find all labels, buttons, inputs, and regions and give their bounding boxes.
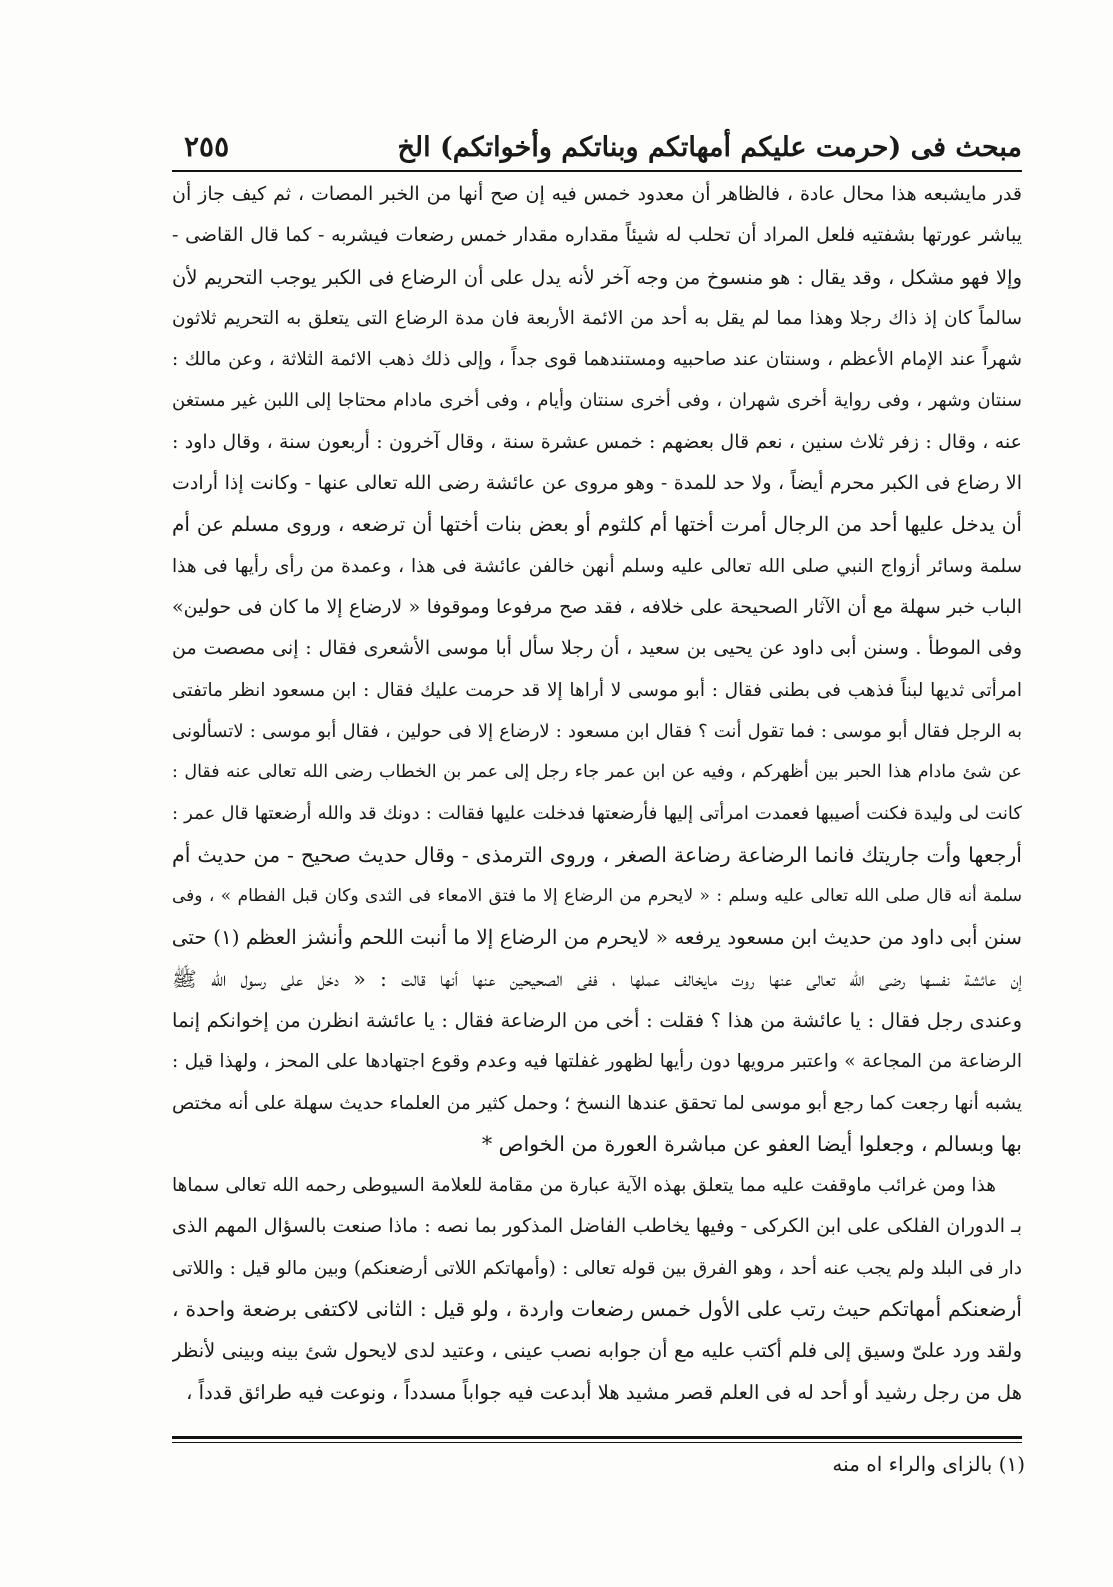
text-line: امرأتى ثديها لبناً فذهب فى بطنى فقال : أبو موسى لا أراها إلا قد حرمت عليك فقال : ابن مسعود انظر ماتفتى — [172, 679, 1022, 701]
text-line: هذا ومن غرائب ماوقفت عليه مما يتعلق بهذه الآية عبارة من مقامة للعلامة السيوطى رحمه الله تعالى سماها — [172, 1175, 996, 1197]
text-line: به الرجل فقال أبو موسى : فما تقول أنت ؟ فقال ابن مسعود : لارضاع إلا فى حولين ، فقال أبو موسى : لاتسألونى — [172, 720, 1022, 742]
text-line: بـ الدوران الفلكى على ابن الكركى - وفيها يخاطب الفاضل المذكور بما نصه : ماذا صنعت بالسؤال المهم الذى — [172, 1215, 1022, 1238]
text-line: عن شئ مادام هذا الحبر بين أظهركم ، وفيه عن ابن عمر جاء رجل إلى عمر بن الخطاب رضى الله تعالى عنه فقال : — [172, 762, 1022, 783]
text-line: إن عائشة نفسها رضى الله تعالى عنها روت مايخالف عملها ، ففى الصحيحين عنها أنها قالت : « دخل على رسول الله ﷺ — [172, 966, 1022, 991]
text-line: وعندى رجل فقال : يا عائشة من هذا ؟ فقلت : أخى من الرضاعة فقال : يا عائشة انظرن من إخوانكم إنما — [172, 1008, 1022, 1032]
text-line: هل من رجل رشيد أو أحد له فى العلم قصر مشيد هلا أبدعت فيه جواباً مسدداً ، ونوعت فيه طرائق قدداً ، — [186, 1380, 1022, 1404]
text-line: سلمة أنه قال صلى الله تعالى عليه وسلم : « لايحرم من الرضاع إلا ما فتق الامعاء فى الثدى وكان قبل الفطام » ، وفى — [172, 886, 1022, 907]
text-line: بها وبسالم ، وجعلوا أيضا العفو عن مباشرة العورة من الخواص * — [481, 1131, 1022, 1156]
text-line: وإلا فهو مشكل ، وقد يقال : هو منسوخ من وجه آخر لأنه يدل على أن الرضاع فى الكبر يوجب التحريم لأن — [172, 265, 1022, 289]
text-line: كانت لى وليدة فكنت أصيبها فعمدت امرأتى إليها فأرضعتها فدخلت عليها فقالت : دونك قد والله أرضعتها قال عمر : — [172, 803, 1022, 825]
footnote-rule-thick — [172, 1436, 1022, 1439]
text-line: دار فى البلد ولم يجب عنه أحد ، وهو الفرق بين قوله تعالى : (وأمهاتكم اللاتى أرضعنكم) وبين مالو قيل : واللاتى — [172, 1257, 1022, 1279]
text-line: أن يدخل عليها أحد من الرجال أمرت أختها أم كلثوم أو بعض بنات أختها أن ترضعه ، وروى مسلم عن أم — [172, 512, 1022, 537]
text-line: سنن أبى داود من حديث ابن مسعود يرفعه « لايحرم من الرضاع إلا ما أنبت اللحم وأنشز العظم (١) حتى — [172, 925, 1022, 950]
text-line: وفى الموطأ . وسنن أبى داود عن يحيى بن سعيد ، أن رجلا سأل أبا موسى الأشعرى فقال : إنى مصصت من — [172, 637, 1022, 660]
text-line: قدر مايشبعه هذا محال عادة ، فالظاهر أن معدود خمس فيه إن صح أنها من الخبر المصات ، ثم كيف جاز أن — [172, 183, 1022, 205]
text-line: سالماً كان إذ ذاك رجلا وهذا مما لم يقل به أحد من الائمة الأربعة فان مدة الرضاع التى يتعلق به التحريم ثلاثون — [172, 307, 1022, 329]
text-line: الرضاعة من المجاعة » واعتبر مرويها دون رأيها لظهور غفلتها فيه وعدم وقوع اجتهادها على المحز ، ولهذا قيل : — [172, 1051, 1022, 1073]
text-line: ولقد ورد علىّ وسيق إلى فلم أكتب عليه مع أن جوابه نصب عينى ، وعتيد لدى لايحول شئ بينه وبينى لأنظر — [172, 1339, 1022, 1363]
text-line: أرجعها وأت جاريتك فانما الرضاعة رضاعة الصغر ، وروى الترمذى - وقال حديث صحيح - من حديث أم — [172, 842, 1022, 867]
page-number: ٢٥٥ — [184, 130, 230, 163]
text-line: يشبه أنها رجعت كما رجع أبو موسى لما تحقق عندها النسخ ؛ وحمل كثير من العلماء حديث سهلة على أنه مختص — [172, 1092, 1022, 1114]
text-line: سنتان وشهر ، وفى رواية أخرى شهران ، وفى أخرى سنتان وأيام ، وفى أخرى مادام محتاجا إلى اللبن غير مستغن — [172, 390, 1022, 412]
running-header — [172, 128, 1022, 168]
footnote: (١) بالزاى والراء اه منه — [832, 1452, 1025, 1476]
text-line: الباب خبر سهلة مع أن الآثار الصحيحة على خلافه ، فقد صح مرفوعا وموقوفا « لارضاع إلا ما كان فى حولين» — [172, 595, 1022, 618]
text-line: أرضعنكم أمهاتكم حيث رتب على الأول خمس رضعات واردة ، ولو قيل : الثانى لاكتفى برضعة واحدة ، — [172, 1297, 1022, 1322]
text-line: شهراً عند الإمام الأعظم ، وسنتان عند صاحبيه ومستندهما قوى جداً ، وإلى ذلك ذهب الائمة الثلاثة ، وعن مالك : — [172, 349, 1022, 371]
header-title: مبحث فى (حرمت عليكم أمهاتكم وبناتكم وأخواتكم) الخ — [397, 132, 1022, 163]
text-line: الا رضاع فى الكبر محرم أيضاً ، ولا حد للمدة - وهو مروى عن عائشة رضى الله تعالى عنها - وكانت إذا أرادت — [172, 472, 1022, 495]
text-line: عنه ، وقال : زفر ثلاث سنين ، نعم قال بعضهم : خمس عشرة سنة ، وقال آخرون : أربعون سنة ، وقال داود : — [172, 430, 1022, 453]
header-rule — [172, 170, 1022, 172]
text-line: يباشر عورتها بشفتيه فلعل المراد أن تحلب له شيئاً مقداره مقدار خمس رضعات فيشربه - كما قال القاضى - — [172, 224, 1022, 247]
footnote-rule-thin — [172, 1442, 1022, 1443]
text-line: سلمة وسائر أزواج النبي صلى الله تعالى عليه وسلم أنهن خالفن عائشة فى هذا ، وعمدة من رأى رأيها فى هذا — [172, 555, 1022, 577]
body-text — [172, 174, 1022, 1413]
